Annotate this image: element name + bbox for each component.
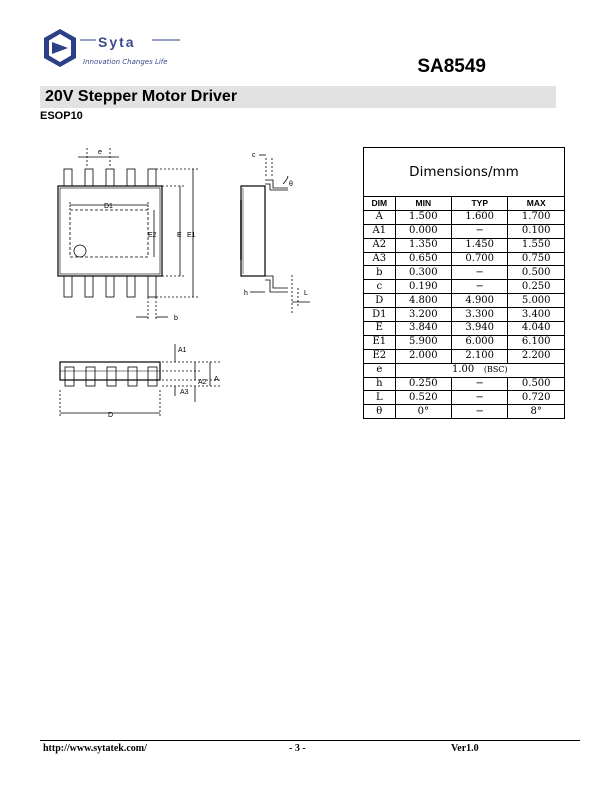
footer-version: Ver1.0 [451,743,479,754]
table-row [364,363,565,377]
cell: − [452,266,508,280]
cell: 4.800 [395,294,451,308]
label-a3: A3 [180,389,189,396]
cell: 0.720 [508,391,565,405]
part-number: SA8549 [417,56,486,77]
cell: 3.840 [395,322,451,336]
cell: 3.940 [452,322,508,336]
label-a: A [214,376,219,383]
cell: E2 [364,349,396,363]
cell: − [452,405,508,419]
footer-url[interactable]: http://www.sytatek.com/ [43,743,147,754]
cell: A3 [364,252,396,266]
table-row [364,266,565,280]
cell-e-value [395,363,564,377]
table-row [364,294,565,308]
table-row [364,322,565,336]
footer-page-number: - 3 - [289,743,306,754]
side-view [241,155,310,315]
cell: D1 [364,308,396,322]
cell: h [364,377,396,391]
cell: − [452,377,508,391]
label-c: c [252,152,256,159]
cell: L [364,391,396,405]
label-e: E [177,232,182,239]
table-row [364,377,565,391]
table-header-row [364,197,565,211]
cell: e [364,363,396,377]
table-caption: Dimensions/mm [364,148,565,197]
label-e1: E1 [187,232,196,239]
table-row [364,335,565,349]
table-row [364,238,565,252]
brand-name: Syta [98,34,136,50]
footer-rule [40,740,580,741]
cell: 2.000 [395,349,451,363]
label-b: b [174,315,178,322]
cell: E [364,322,396,336]
cell: 0.250 [508,280,565,294]
cell: b [364,266,396,280]
cell: 3.200 [395,308,451,322]
cell: − [452,280,508,294]
cell: 1.700 [508,210,565,224]
table-row [364,405,565,419]
label-l: L [304,290,308,297]
cell: c [364,280,396,294]
cell: 5.900 [395,335,451,349]
cell: − [452,391,508,405]
cell: 8° [508,405,565,419]
cell: 0.500 [508,266,565,280]
table-row [364,391,565,405]
label-h: h [244,290,248,297]
header-typ: TYP [452,197,508,211]
cell: 1.550 [508,238,565,252]
cell: A2 [364,238,396,252]
cell: 4.900 [452,294,508,308]
cell: 1.350 [395,238,451,252]
cell: 6.100 [508,335,565,349]
cell: 0.300 [395,266,451,280]
cell: 0.100 [508,224,565,238]
cell: 0° [395,405,451,419]
front-view [60,344,220,418]
label-theta: θ [289,181,293,188]
cell: − [452,224,508,238]
cell: 1.500 [395,210,451,224]
cell: 0.000 [395,224,451,238]
e-note: (BSC) [483,365,508,375]
cell: A [364,210,396,224]
cell: 2.200 [508,349,565,363]
label-a2: A2 [198,379,207,386]
page-title: 20V Stepper Motor Driver [45,88,238,105]
table-row [364,280,565,294]
cell: E1 [364,335,396,349]
cell: 1.450 [452,238,508,252]
cell: 1.600 [452,210,508,224]
brand-slogan: Innovation Changes Life [83,58,168,66]
cell: 0.250 [395,377,451,391]
cell: 0.650 [395,252,451,266]
cell: 2.100 [452,349,508,363]
e-value: 1.00 [452,364,475,376]
cell: 3.400 [508,308,565,322]
table-row [364,224,565,238]
cell: 0.520 [395,391,451,405]
table-row [364,210,565,224]
table-row [364,308,565,322]
cell: 4.040 [508,322,565,336]
cell: 0.190 [395,280,451,294]
cell: 0.500 [508,377,565,391]
cell: 0.750 [508,252,565,266]
label-a1: A1 [178,347,187,354]
cell: θ [364,405,396,419]
header-dim: DIM [364,197,396,211]
label-e2: E2 [148,232,157,239]
table-row [364,252,565,266]
package-name: ESOP10 [40,110,83,122]
cell: 5.000 [508,294,565,308]
label-d: D [108,412,114,419]
label-d1: D1 [104,203,113,210]
cell: A1 [364,224,396,238]
cell: 3.300 [452,308,508,322]
package-outline-drawing [40,140,360,440]
cell: 6.000 [452,335,508,349]
table-row [364,349,565,363]
header-min: MIN [395,197,451,211]
label-e: e [98,149,102,156]
cell: 0.700 [452,252,508,266]
header-max: MAX [508,197,565,211]
cell: D [364,294,396,308]
dimension-table [363,147,565,419]
